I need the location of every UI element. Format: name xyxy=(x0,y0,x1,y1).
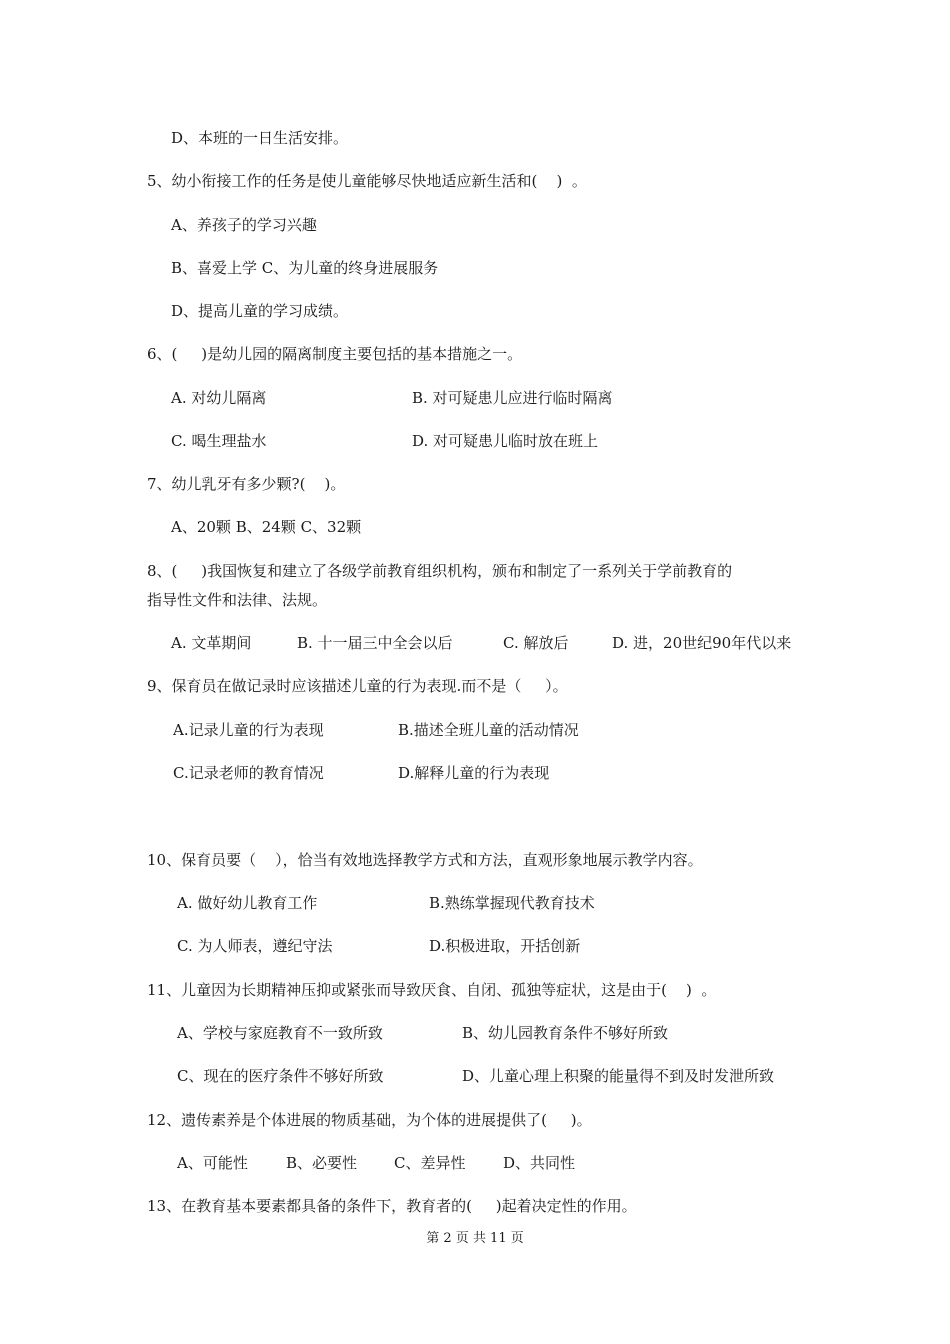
q11-option-a: A、学校与家庭教育不一致所致 xyxy=(177,1024,383,1042)
q5-option-d: D、提高儿童的学习成绩。 xyxy=(171,302,349,320)
q6-option-d: D. 对可疑患儿临时放在班上 xyxy=(412,432,599,450)
q4-option-d: D、本班的一日生活安排。 xyxy=(171,129,349,147)
question-10: 10、保育员要（ ），恰当有效地选择教学方式和方法，直观形象地展示教学内容。 xyxy=(147,851,703,869)
q10-option-c: C. 为人师表，遵纪守法 xyxy=(177,937,333,955)
q9-option-b: B.描述全班儿童的活动情况 xyxy=(398,721,579,739)
question-9: 9、保育员在做记录时应该描述儿童的行为表现.而不是（ ）。 xyxy=(147,677,568,695)
q11-option-c: C、现在的医疗条件不够好所致 xyxy=(177,1067,384,1085)
q5-option-b-c: B、喜爱上学 C、为儿童的终身进展服务 xyxy=(171,259,439,277)
question-8: 8、( )我国恢复和建立了各级学前教育组织机构，颁布和制定了一系列关于学前教育的 xyxy=(147,562,733,580)
q9-option-c: C.记录老师的教育情况 xyxy=(173,764,324,782)
q10-option-d: D.积极进取，开括创新 xyxy=(429,937,581,955)
q10-option-a: A. 做好幼儿教育工作 xyxy=(177,894,318,912)
q12-option-d: D、共同性 xyxy=(503,1154,576,1172)
q9-option-d: D.解释儿童的行为表现 xyxy=(398,764,550,782)
q12-option-a: A、可能性 xyxy=(177,1154,248,1172)
question-5: 5、幼小衔接工作的任务是使儿童能够尽快地适应新生活和( ) 。 xyxy=(147,172,587,190)
q9-option-a: A.记录儿童的行为表现 xyxy=(173,721,324,739)
q11-option-b: B、幼儿园教育条件不够好所致 xyxy=(462,1024,669,1042)
q6-option-b: B. 对可疑患儿应进行临时隔离 xyxy=(412,389,613,407)
q8-option-b: B. 十一届三中全会以后 xyxy=(297,634,453,652)
page-footer: 第 2 页 共 11 页 xyxy=(426,1231,524,1246)
question-8-cont: 指导性文件和法律、法规。 xyxy=(147,591,328,609)
q6-option-a: A. 对幼儿隔离 xyxy=(171,389,267,407)
q8-option-d: D. 进，20世纪90年代以来 xyxy=(612,634,792,652)
q6-option-c: C. 喝生理盐水 xyxy=(171,432,267,450)
q5-option-a: A、养孩子的学习兴趣 xyxy=(171,216,317,234)
question-7: 7、幼儿乳牙有多少颗?( )。 xyxy=(147,475,346,493)
q10-option-b: B.熟练掌握现代教育技术 xyxy=(429,894,595,912)
q12-option-b: B、必要性 xyxy=(286,1154,358,1172)
question-6: 6、( )是幼儿园的隔离制度主要包括的基本措施之一。 xyxy=(147,345,523,363)
question-13: 13、在教育基本要素都具备的条件下，教育者的( )起着决定性的作用。 xyxy=(147,1197,637,1215)
q8-option-a: A. 文革期间 xyxy=(171,634,252,652)
q12-option-c: C、差异性 xyxy=(394,1154,466,1172)
q8-option-c: C. 解放后 xyxy=(503,634,569,652)
q11-option-d: D、儿童心理上积聚的能量得不到及时发泄所致 xyxy=(462,1067,775,1085)
q7-options: A、20颗 B、24颗 C、32颗 xyxy=(171,518,362,536)
question-12: 12、遗传素养是个体进展的物质基础，为个体的进展提供了( )。 xyxy=(147,1111,592,1129)
question-11: 11、儿童因为长期精神压抑或紧张而导致厌食、自闭、孤独等症状，这是由于( ) 。 xyxy=(147,981,717,999)
